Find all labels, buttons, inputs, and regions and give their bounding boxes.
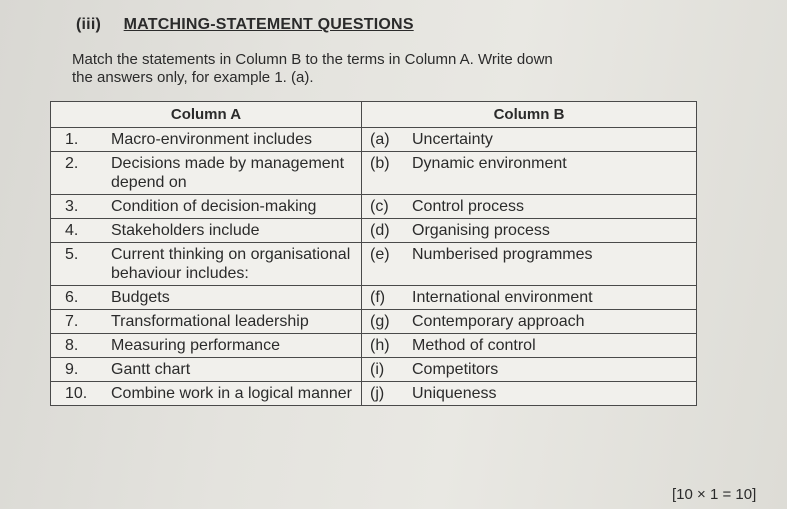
table-row	[51, 195, 697, 219]
term-text: Budgets	[111, 289, 170, 306]
term-text: Combine work in a logical manner	[111, 385, 352, 402]
statement-letter: (b)	[370, 155, 390, 172]
column-b-cell	[362, 286, 697, 310]
column-b-cell	[362, 310, 697, 334]
column-a-cell	[51, 382, 362, 406]
term-number: 9.	[65, 361, 79, 378]
table-row	[51, 152, 697, 195]
column-b-header: Column B	[362, 102, 697, 128]
table-row	[51, 382, 697, 406]
column-a-cell	[51, 128, 362, 152]
table-row	[51, 310, 697, 334]
marks-allocation: [10 × 1 = 10]	[672, 486, 757, 503]
column-a-header: Column A	[51, 102, 362, 128]
column-a-cell	[51, 243, 362, 286]
term-number: 1.	[65, 131, 79, 148]
column-b-cell	[362, 152, 697, 195]
column-a-cell	[51, 219, 362, 243]
term-number: 10.	[65, 385, 88, 402]
statement-letter: (d)	[370, 222, 390, 239]
statement-letter: (c)	[370, 198, 389, 215]
section-title: MATCHING-STATEMENT QUESTIONS	[123, 16, 414, 33]
column-b-cell	[362, 243, 697, 286]
table-row	[51, 219, 697, 243]
column-b-cell	[362, 128, 697, 152]
column-b-cell	[362, 358, 697, 382]
column-a-cell	[51, 334, 362, 358]
column-b-cell	[362, 195, 697, 219]
column-b-cell	[362, 334, 697, 358]
term-text: Measuring performance	[111, 337, 280, 354]
table-row	[51, 358, 697, 382]
term-number: 7.	[65, 313, 79, 330]
statement-letter: (f)	[370, 289, 386, 306]
section-number: (iii)	[76, 16, 101, 33]
term-number: 4.	[65, 222, 79, 239]
term-text: Stakeholders include	[111, 222, 260, 239]
table-row	[51, 334, 697, 358]
column-a-cell	[51, 358, 362, 382]
statement-letter: (g)	[370, 313, 390, 330]
statement-letter: (h)	[370, 337, 390, 354]
statement-letter: (e)	[370, 246, 390, 263]
statement-text: Control process	[412, 198, 525, 215]
statement-text: Numberised programmes	[412, 246, 593, 263]
term-number: 5.	[65, 246, 79, 263]
term-number: 8.	[65, 337, 79, 354]
term-number: 3.	[65, 198, 79, 215]
column-a-cell	[51, 152, 362, 195]
term-number: 2.	[65, 155, 79, 172]
term-text: Condition of decision-making	[111, 198, 317, 215]
term-number: 6.	[65, 289, 79, 306]
term-text: Current thinking on organisational behaviour includes:	[111, 246, 351, 282]
statement-text: Dynamic environment	[412, 155, 567, 172]
statement-text: Organising process	[412, 222, 550, 239]
instructions-text: Match the statements in Column B to the terms in Column A. Write down the answers only, for example 1. (a).	[72, 51, 553, 86]
matching-table	[50, 101, 697, 406]
term-text: Macro-environment includes	[111, 131, 312, 148]
column-a-cell	[51, 286, 362, 310]
statement-text: Competitors	[412, 361, 499, 378]
table-row	[51, 128, 697, 152]
column-a-cell	[51, 310, 362, 334]
statement-letter: (j)	[370, 385, 385, 402]
term-text: Transformational leadership	[111, 313, 309, 330]
term-text: Gantt chart	[111, 361, 191, 378]
column-b-cell	[362, 382, 697, 406]
statement-text: Method of control	[412, 337, 536, 354]
column-b-cell	[362, 219, 697, 243]
statement-letter: (a)	[370, 131, 390, 148]
term-text: Decisions made by management depend on	[111, 155, 345, 191]
statement-text: Uncertainty	[412, 131, 493, 148]
statement-text: Contemporary approach	[412, 313, 585, 330]
column-a-cell	[51, 195, 362, 219]
table-header-row	[51, 102, 697, 128]
statement-letter: (i)	[370, 361, 385, 378]
section-heading	[76, 16, 414, 34]
statement-text: Uniqueness	[412, 385, 497, 402]
table-row	[51, 243, 697, 286]
table-row	[51, 286, 697, 310]
statement-text: International environment	[412, 289, 593, 306]
